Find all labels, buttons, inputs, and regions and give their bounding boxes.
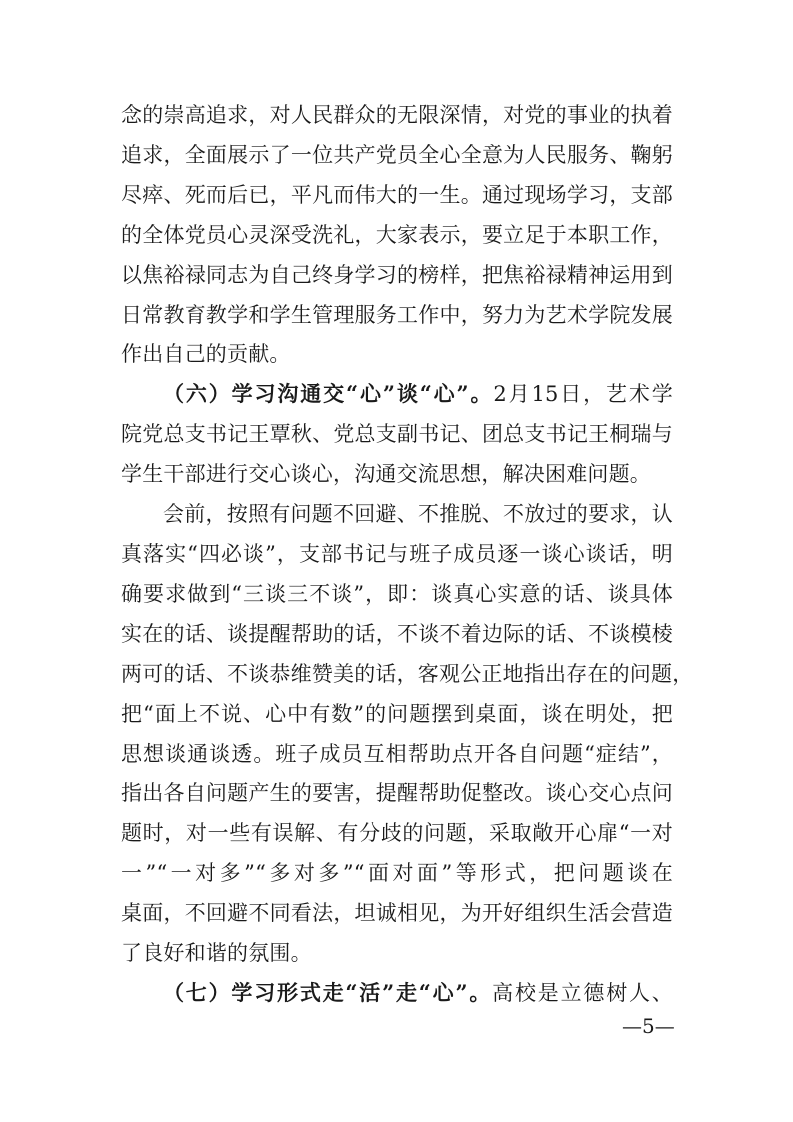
section-text: 2月15日，艺术学 xyxy=(493,382,674,406)
section-heading-line xyxy=(163,378,673,410)
text-line: 的全体党员心灵深受洗礼，大家表示，要立足于本职工作， xyxy=(121,223,673,247)
text-line: 两可的话、不谈恭维赞美的话，客观公正地指出存在的问题， xyxy=(121,662,694,686)
page-number: —5— xyxy=(622,1014,675,1038)
text-line: 念的崇高追求，对人民群众的无限深情，对党的事业的执着 xyxy=(121,103,673,127)
text-line: 了良好和谐的氛围。 xyxy=(121,941,312,965)
text-line: 思想谈通谈透。班子成员互相帮助点开各自问题“症结”， xyxy=(121,742,673,766)
text-line: 学生干部进行交心谈心，沟通交流思想，解决困难问题。 xyxy=(121,462,651,486)
section-heading: （六）学习沟通交“心”谈“心”。 xyxy=(163,381,494,406)
text-line: 真落实“四必谈”，支部书记与班子成员逐一谈心谈话，明 xyxy=(121,542,673,566)
section-text: 高校是立德树人、 xyxy=(492,981,673,1005)
text-line: 会前，按照有问题不回避、不推脱、不放过的要求，认 xyxy=(163,502,673,526)
text-line: 院党总支书记王覃秋、党总支副书记、团总支书记王桐瑞与 xyxy=(121,422,673,446)
text-line: 桌面，不回避不同看法，坦诚相见，为开好组织生活会营造 xyxy=(121,901,673,925)
section-heading: （七）学习形式走“活”走“心”。 xyxy=(163,980,493,1005)
text-line: 实在的话、谈提醒帮助的话，不谈不着边际的话、不谈模棱 xyxy=(121,622,673,646)
text-line: 以焦裕禄同志为自己终身学习的榜样，把焦裕禄精神运用到 xyxy=(121,263,673,287)
text-line: 追求，全面展示了一位共产党员全心全意为人民服务、鞠躬 xyxy=(121,143,673,167)
text-line: 尽瘁、死而后已，平凡而伟大的一生。通过现场学习，支部 xyxy=(121,183,673,207)
text-line: 确要求做到“三谈三不谈”，即：谈真心实意的话、谈具体 xyxy=(121,582,673,606)
text-line: 把“面上不说、心中有数”的问题摆到桌面，谈在明处，把 xyxy=(121,702,673,726)
text-line: 题时，对一些有误解、有分歧的问题，采取敞开心扉“一对 xyxy=(121,821,673,845)
text-line: 作出自己的贡献。 xyxy=(121,342,291,366)
text-line: 一”“一对多”“多对多”“面对面”等形式，把问题谈在 xyxy=(121,861,673,885)
text-line: 指出各自问题产生的要害，提醒帮助促整改。谈心交心点问 xyxy=(121,781,673,805)
text-line: 日常教育教学和学生管理服务工作中，努力为艺术学院发展 xyxy=(121,303,673,327)
section-heading-line xyxy=(163,977,673,1009)
